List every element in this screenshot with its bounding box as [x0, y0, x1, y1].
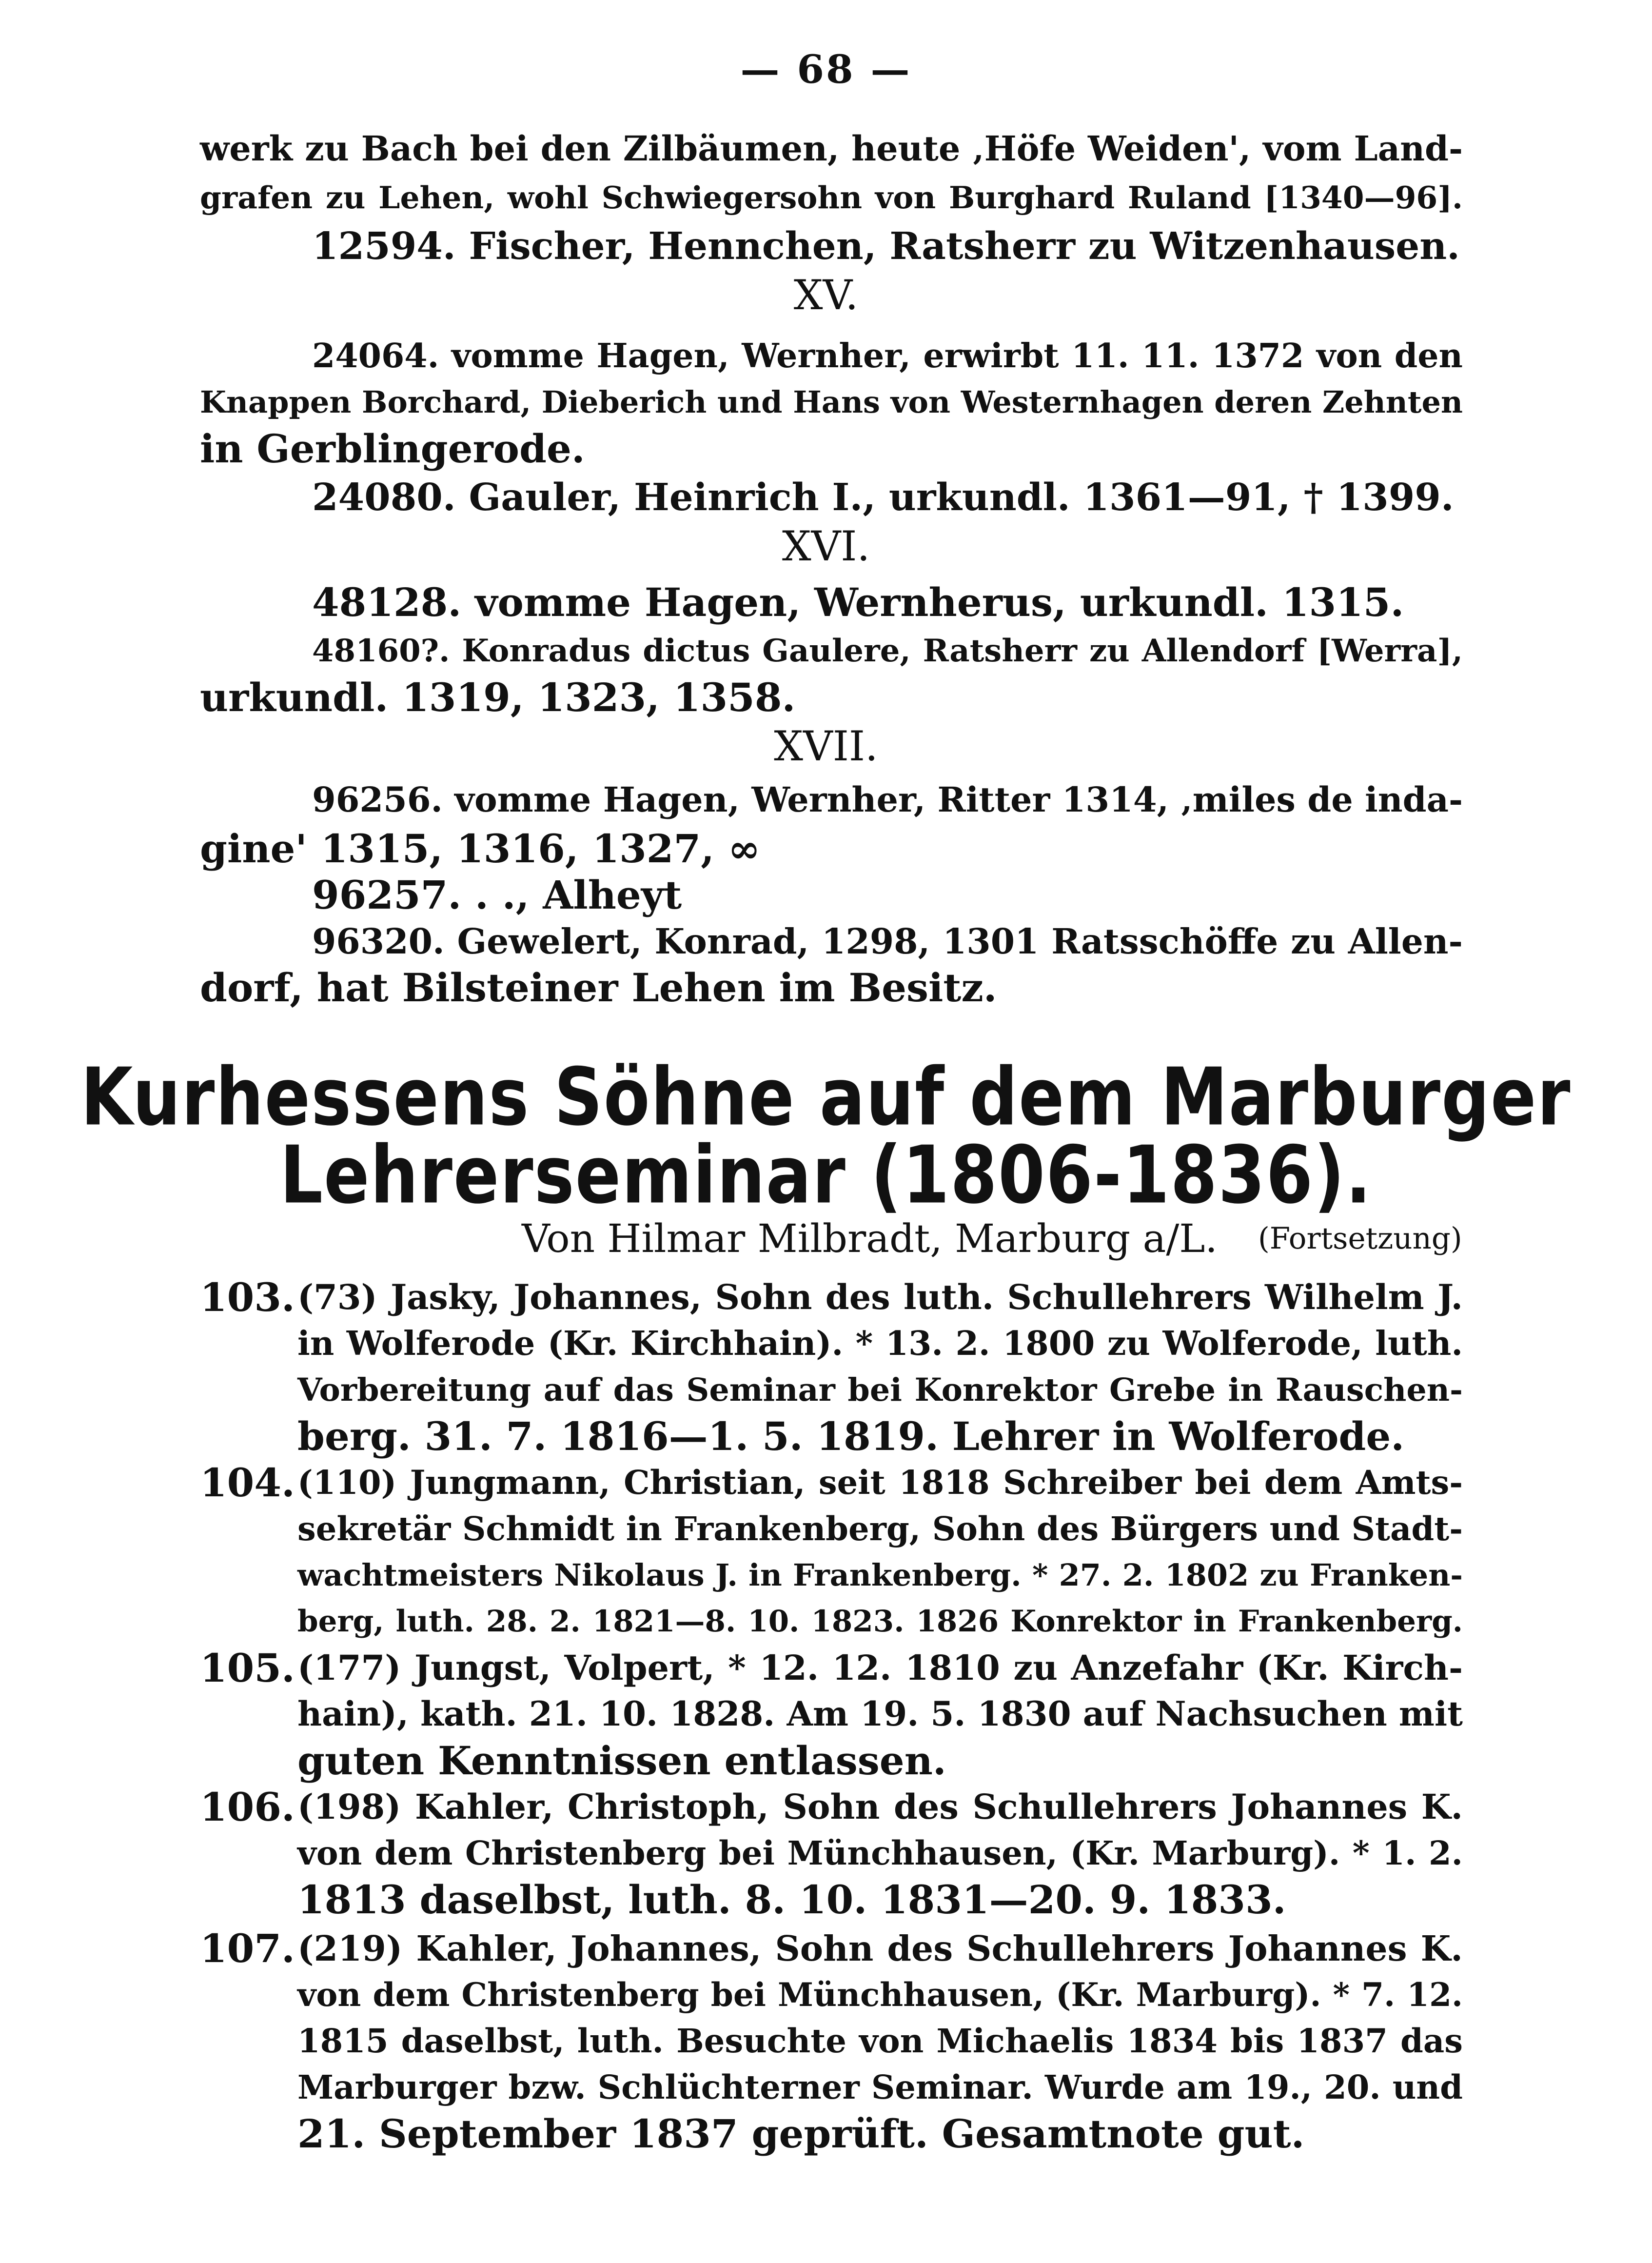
text-line: 96320. Gewelert, Konrad, 1298, 1301 Ratsschöffe zu Allen- [312, 921, 1463, 962]
entry-line: von dem Christenberg bei Münchhausen, (Kr. Marburg). * 7. 12. [297, 1976, 1463, 2014]
entry-line: sekretär Schmidt in Frankenberg, Sohn des Bürgers und Stadt- [297, 1509, 1463, 1548]
entry-line: (110) Jungmann, Christian, seit 1818 Schreiber bei dem Amts- [297, 1463, 1463, 1502]
text-line: 96257. . ., Alheyt [312, 872, 682, 918]
entry-line: Marburger bzw. Schlüchterner Seminar. Wurde am 19., 20. und [297, 2068, 1463, 2106]
entry-line: (73) Jasky, Johannes, Sohn des luth. Schullehrers Wilhelm J. [297, 1277, 1463, 1317]
entry-number: 105. [200, 1645, 295, 1691]
entry-line: 1815 daselbst, luth. Besuchte von Michaelis 1834 bis 1837 das [297, 2022, 1463, 2060]
page-number: — 68 — [740, 46, 912, 92]
entry-line: hain), kath. 21. 10. 1828. Am 19. 5. 1830 auf Nachsuchen mit [297, 1694, 1463, 1734]
entry-line: berg, luth. 28. 2. 1821—8. 10. 1823. 1826 Konrektor in Frankenberg. [297, 1604, 1463, 1639]
article-title: Lehrerseminar (1806-1836). [280, 1129, 1372, 1222]
text-line: 96256. vomme Hagen, Wernher, Ritter 1314, ‚miles de inda- [312, 779, 1463, 820]
continuation-note: (Fortsetzung) [1258, 1221, 1462, 1256]
entry-line: guten Kenntnissen entlassen. [297, 1738, 946, 1784]
entry-line: 21. September 1837 geprüft. Gesamtnote gut. [297, 2111, 1305, 2157]
text-line: 48128. vomme Hagen, Wernherus, urkundl. 1315. [312, 579, 1404, 625]
article-title: Kurhessens Söhne auf dem Marburger [80, 1051, 1572, 1144]
text-line: urkundl. 1319, 1323, 1358. [200, 675, 796, 720]
text-line: 12594. Fischer, Hennchen, Ratsherr zu Witzenhausen. [312, 224, 1460, 268]
entry-line: berg. 31. 7. 1816—1. 5. 1819. Lehrer in Wolferode. [297, 1413, 1405, 1459]
entry-number: 104. [200, 1460, 295, 1506]
entry-line: 1813 daselbst, luth. 8. 10. 1831—20. 9. 1833. [297, 1877, 1286, 1923]
text-line: grafen zu Lehen, wohl Schwiegersohn von Burghard Ruland [1340—96]. [200, 179, 1463, 216]
text-line: in Gerblingerode. [200, 426, 585, 472]
entry-line: (177) Jungst, Volpert, * 12. 12. 1810 zu Anzefahr (Kr. Kirch- [297, 1648, 1463, 1688]
text-line: 24080. Gauler, Heinrich I., urkundl. 1361—91, † 1399. [312, 476, 1454, 519]
text-line: 48160?. Konradus dictus Gaulere, Ratsherr zu Allendorf [Werra], [312, 633, 1463, 669]
entry-line: von dem Christenberg bei Münchhausen, (Kr. Marburg). * 1. 2. [297, 1834, 1463, 1872]
entry-line: wachtmeisters Nikolaus J. in Frankenberg. * 27. 2. 1802 zu Franken- [297, 1557, 1463, 1593]
entry-number: 107. [200, 1926, 295, 1971]
entry-line: in Wolferode (Kr. Kirchhain). * 13. 2. 1800 zu Wolferode, luth. [297, 1324, 1463, 1363]
entry-line: Vorbereitung auf das Seminar bei Konrektor Grebe in Rauschen- [297, 1371, 1463, 1409]
section-heading: XVI. [782, 522, 870, 570]
text-line: Knappen Borchard, Dieberich und Hans von Westernhagen deren Zehnten [200, 384, 1463, 420]
entry-number: 106. [200, 1784, 295, 1830]
text-line: werk zu Bach bei den Zilbäumen, heute ‚Höfe Weiden', vom Land- [200, 128, 1463, 169]
text-line: gine' 1315, 1316, 1327, ∞ [200, 826, 761, 872]
text-line: dorf, hat Bilsteiner Lehen im Besitz. [200, 965, 997, 1011]
entry-line: (219) Kahler, Johannes, Sohn des Schullehrers Johannes K. [297, 1928, 1463, 1969]
text-line: 24064. vomme Hagen, Wernher, erwirbt 11. 11. 1372 von den [312, 337, 1463, 376]
article-byline: Von Hilmar Milbradt, Marburg a/L. [522, 1216, 1218, 1261]
section-heading: XV. [793, 271, 859, 319]
entry-number: 103. [200, 1274, 295, 1320]
section-heading: XVII. [774, 722, 878, 770]
entry-line: (198) Kahler, Christoph, Sohn des Schullehrers Johannes K. [297, 1787, 1463, 1827]
